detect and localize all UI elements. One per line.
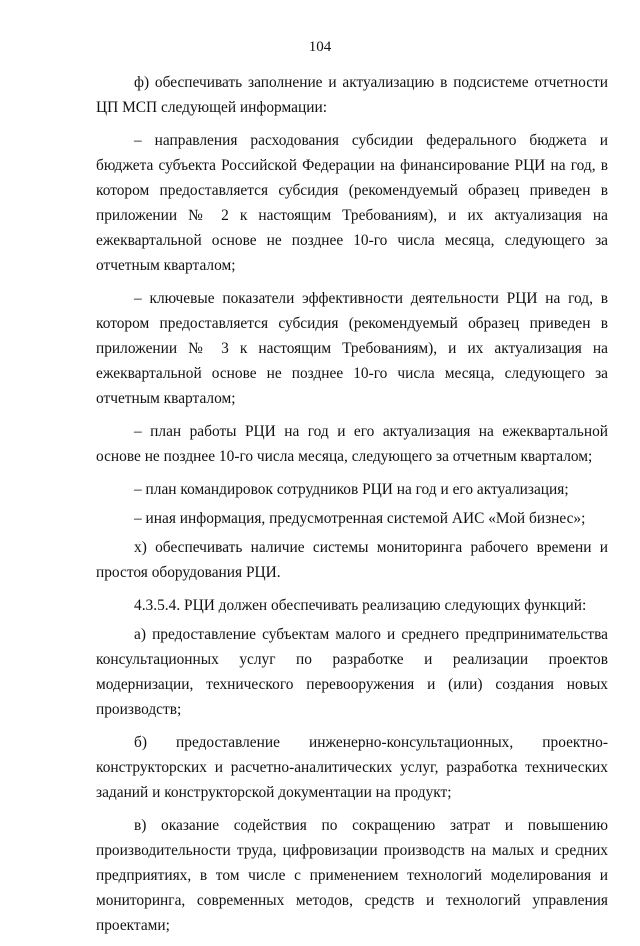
paragraph-other-info: – иная информация, предусмотренная системой АИС «Мой бизнес»;: [134, 510, 586, 527]
paragraph-expenditure-directions: – направления расходования субсидии федерального бюджета и бюджета субъекта Российской Федерации на финансирование РЦИ на год, в котором предоставляется субсидия (рекомендуемый образец приведен в приложении № 2 к настоящим Требованиям), и их актуализация на ежеквартальной основе не позднее 10-го числа месяца, следующего за отчетным кварталом;: [96, 132, 608, 274]
section-heading-4-3-5-4: 4.3.5.4. РЦИ должен обеспечивать реализацию следующих функций:: [134, 597, 587, 614]
page-number: 104: [308, 39, 332, 55]
paragraph-h: х) обеспечивать наличие системы мониторинга рабочего времени и простоя оборудования РЦИ.: [96, 539, 608, 581]
paragraph-a: а) предоставление субъектам малого и среднего предпринимательства консультационных услуг по разработке и реализации проектов модернизации, технического перевооружения и (или) создания новых производств;: [96, 626, 608, 718]
paragraph-travel-plan: – план командировок сотрудников РЦИ на год и его актуализация;: [134, 481, 569, 498]
paragraph-b: б) предоставление инженерно-консультационных, проектно-конструкторских и расчетно-аналитических услуг, разработка технических заданий и конструкторской документации на продукт;: [96, 734, 608, 801]
paragraph-f: ф) обеспечивать заполнение и актуализацию в подсистеме отчетности ЦП МСП следующей информации:: [96, 74, 608, 116]
paragraph-kpi: – ключевые показатели эффективности деятельности РЦИ на год, в котором предоставляется субсидия (рекомендуемый образец приведен в приложении № 3 к настоящим Требованиям), и их актуализация на ежеквартальной основе не позднее 10-го числа месяца, следующего за отчетным кварталом;: [96, 290, 608, 407]
paragraph-work-plan: – план работы РЦИ на год и его актуализация на ежеквартальной основе не позднее 10-го числа месяца, следующего за отчетным кварталом;: [96, 423, 608, 465]
document-body: [96, 70, 608, 946]
paragraph-v: в) оказание содействия по сокращению затрат и повышению производительности труда, цифровизации производств на малых и средних предприятиях, в том числе с применением технологий моделирования и мониторинга, современных методов, средств и технологий управления проектами;: [96, 817, 608, 934]
